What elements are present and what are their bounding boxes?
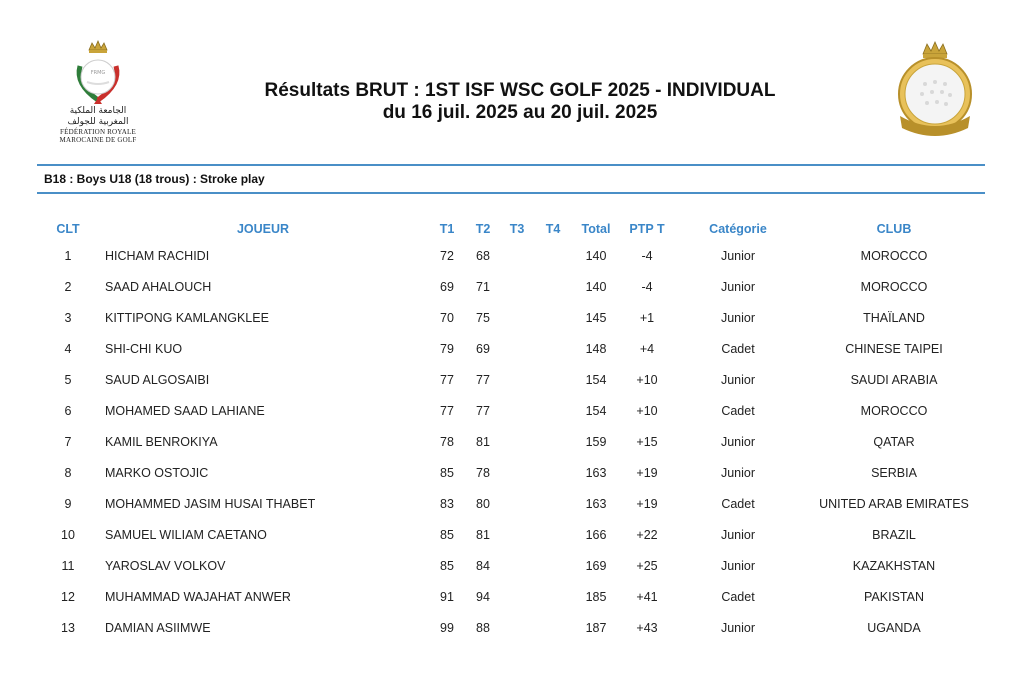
cell-t2: 88 [476,620,490,635]
cell-t2: 81 [476,434,490,449]
cell-t2: 77 [476,372,490,387]
cell-total: 163 [585,496,607,511]
cell-t1: 85 [440,465,454,480]
col-header-t2: T2 [475,222,491,236]
cell-ptp: +22 [636,527,658,542]
cell-club: THAÏLAND [863,310,925,325]
cell-club: UGANDA [867,620,921,635]
cell-t1: 78 [440,434,454,449]
cell-t4 [535,333,571,364]
cell-clt: 8 [64,465,72,480]
cell-t3 [499,240,535,271]
col-header-t1: T1 [439,222,455,236]
cell-t1: 85 [440,527,454,542]
cell-total: 169 [585,558,607,573]
svg-text:FRMG: FRMG [90,70,106,76]
cell-t1: 83 [440,496,454,511]
cell-t2: 78 [476,465,490,480]
col-header-club: CLUB [876,222,912,236]
col-header-total: Total [581,222,611,236]
title-line-2: du 16 juil. 2025 au 20 juil. 2025 [382,102,658,123]
cell-clt: 10 [61,527,75,542]
cell-t1: 99 [440,620,454,635]
cell-joueur: MOHAMED SAAD LAHIANE [105,403,265,418]
cell-ptp: +43 [636,620,658,635]
table-row [37,519,985,550]
table-row [37,364,985,395]
table-row [37,550,985,581]
cell-ptp: +10 [636,403,658,418]
table-row [37,271,985,302]
cell-t1: 72 [440,248,454,263]
cell-ptp: +41 [636,589,658,604]
cell-total: 185 [585,589,607,604]
cell-t2: 81 [476,527,490,542]
cell-clt: 2 [64,279,72,294]
cell-t3 [499,426,535,457]
table-row [37,395,985,426]
cell-categorie: Junior [720,372,756,387]
cell-total: 145 [585,310,607,325]
cell-t4 [535,271,571,302]
cell-clt: 6 [64,403,72,418]
cell-t3 [499,550,535,581]
cell-total: 159 [585,434,607,449]
cell-club: SERBIA [871,465,917,480]
cell-club: MOROCCO [860,248,928,263]
trophy-logo [890,40,980,140]
cell-club: PAKISTAN [864,589,924,604]
cell-ptp: +15 [636,434,658,449]
cell-t4 [535,550,571,581]
cell-club: BRAZIL [872,527,916,542]
cell-t3 [499,333,535,364]
col-header-ptp: PTP T [629,222,665,236]
cell-clt: 3 [64,310,72,325]
section-label: B18 : Boys U18 (18 trous) : Stroke play [44,172,265,186]
cell-t4 [535,488,571,519]
cell-categorie: Junior [720,279,756,294]
cell-joueur: SHI-CHI KUO [105,341,183,356]
cell-joueur: YAROSLAV VOLKOV [105,558,226,573]
cell-club: MOROCCO [860,279,928,294]
cell-t1: 79 [440,341,454,356]
table-row [37,581,985,612]
cell-club: CHINESE TAIPEI [845,341,943,356]
cell-clt: 4 [64,341,72,356]
cell-t2: 71 [476,279,490,294]
cell-clt: 7 [64,434,72,449]
cell-clt: 12 [61,589,75,604]
cell-joueur: MUHAMMAD WAJAHAT ANWER [105,589,291,604]
results-table [37,218,985,643]
section-divider [37,192,985,194]
cell-clt: 1 [64,248,72,263]
cell-club: SAUDI ARABIA [850,372,938,387]
cell-t1: 91 [440,589,454,604]
cell-clt: 13 [61,620,75,635]
col-header-clt: CLT [56,222,80,236]
cell-total: 154 [585,372,607,387]
cell-categorie: Cadet [721,341,755,356]
cell-t2: 69 [476,341,490,356]
cell-total: 163 [585,465,607,480]
cell-club: MOROCCO [860,403,928,418]
cell-clt: 5 [64,372,72,387]
top-divider [37,164,985,166]
cell-t1: 77 [440,403,454,418]
col-header-categorie: Catégorie [709,222,767,236]
federation-name-french-2: MAROCAINE DE GOLF [59,136,137,144]
cell-categorie: Cadet [721,589,755,604]
cell-t4 [535,612,571,643]
cell-t2: 80 [476,496,490,511]
cell-total: 154 [585,403,607,418]
results-body [37,240,985,643]
cell-t3 [499,395,535,426]
federation-name-arabic-1: الجامعة الملكية [69,106,127,116]
cell-t4 [535,302,571,333]
cell-categorie: Junior [720,527,756,542]
cell-clt: 11 [61,558,75,573]
cell-t3 [499,364,535,395]
cell-club: QATAR [873,434,915,449]
cell-t3 [499,612,535,643]
cell-t1: 69 [440,279,454,294]
cell-categorie: Junior [720,434,756,449]
cell-ptp: -4 [641,279,653,294]
cell-categorie: Junior [720,310,756,325]
cell-clt: 9 [64,496,72,511]
cell-t3 [499,488,535,519]
cell-t4 [535,364,571,395]
table-row [37,240,985,271]
cell-t2: 84 [476,558,490,573]
cell-joueur: HICHAM RACHIDI [105,248,210,263]
cell-t3 [499,271,535,302]
cell-t2: 94 [476,589,490,604]
table-row [37,612,985,643]
cell-t4 [535,240,571,271]
crown-wreath-icon [67,40,129,106]
cell-t4 [535,395,571,426]
cell-categorie: Cadet [721,403,755,418]
cell-t3 [499,581,535,612]
cell-joueur: MARKO OSTOJIC [105,465,209,480]
cell-categorie: Cadet [721,496,755,511]
cell-club: UNITED ARAB EMIRATES [819,496,969,511]
cell-t3 [499,519,535,550]
table-row [37,488,985,519]
table-header-row [37,218,985,240]
federation-logo [56,40,140,162]
col-header-joueur: JOUEUR [236,222,290,236]
table-row [37,457,985,488]
cell-t3 [499,457,535,488]
cell-club: KAZAKHSTAN [852,558,936,573]
table-row [37,302,985,333]
cell-ptp: +19 [636,496,658,511]
cell-categorie: Junior [720,248,756,263]
cell-ptp: +10 [636,372,658,387]
cell-ptp: +19 [636,465,658,480]
cell-total: 140 [585,248,607,263]
table-row [37,333,985,364]
cell-t1: 70 [440,310,454,325]
cell-t2: 75 [476,310,490,325]
cell-ptp: -4 [641,248,653,263]
cell-t1: 77 [440,372,454,387]
cell-joueur: KAMIL BENROKIYA [105,434,218,449]
golf-ball-crown-icon [890,40,980,140]
cell-t2: 77 [476,403,490,418]
cell-t4 [535,581,571,612]
cell-t4 [535,426,571,457]
table-row [37,426,985,457]
cell-t2: 68 [476,248,490,263]
cell-joueur: KITTIPONG KAMLANGKLEE [105,310,269,325]
cell-total: 187 [585,620,607,635]
cell-t4 [535,519,571,550]
cell-ptp: +4 [639,341,655,356]
cell-categorie: Junior [720,558,756,573]
cell-categorie: Junior [720,465,756,480]
federation-name-arabic-2: المغربية للجولف [67,117,129,127]
federation-name-french-1: FÉDÉRATION ROYALE [60,128,136,136]
cell-joueur: MOHAMMED JASIM HUSAI THABET [105,496,316,511]
cell-joueur: SAMUEL WILIAM CAETANO [105,527,267,542]
cell-total: 166 [585,527,607,542]
cell-ptp: +25 [636,558,658,573]
cell-total: 140 [585,279,607,294]
cell-t4 [535,457,571,488]
col-header-t3: T3 [509,222,525,236]
cell-ptp: +1 [639,310,655,325]
cell-joueur: SAUD ALGOSAIBI [105,372,210,387]
title-line-1: Résultats BRUT : 1ST ISF WSC GOLF 2025 - INDIVIDUAL [264,80,776,101]
cell-t3 [499,302,535,333]
page-title [200,80,840,124]
cell-total: 148 [585,341,607,356]
cell-joueur: DAMIAN ASIIMWE [105,620,211,635]
cell-joueur: SAAD AHALOUCH [105,279,212,294]
cell-t1: 85 [440,558,454,573]
col-header-t4: T4 [545,222,561,236]
cell-categorie: Junior [720,620,756,635]
